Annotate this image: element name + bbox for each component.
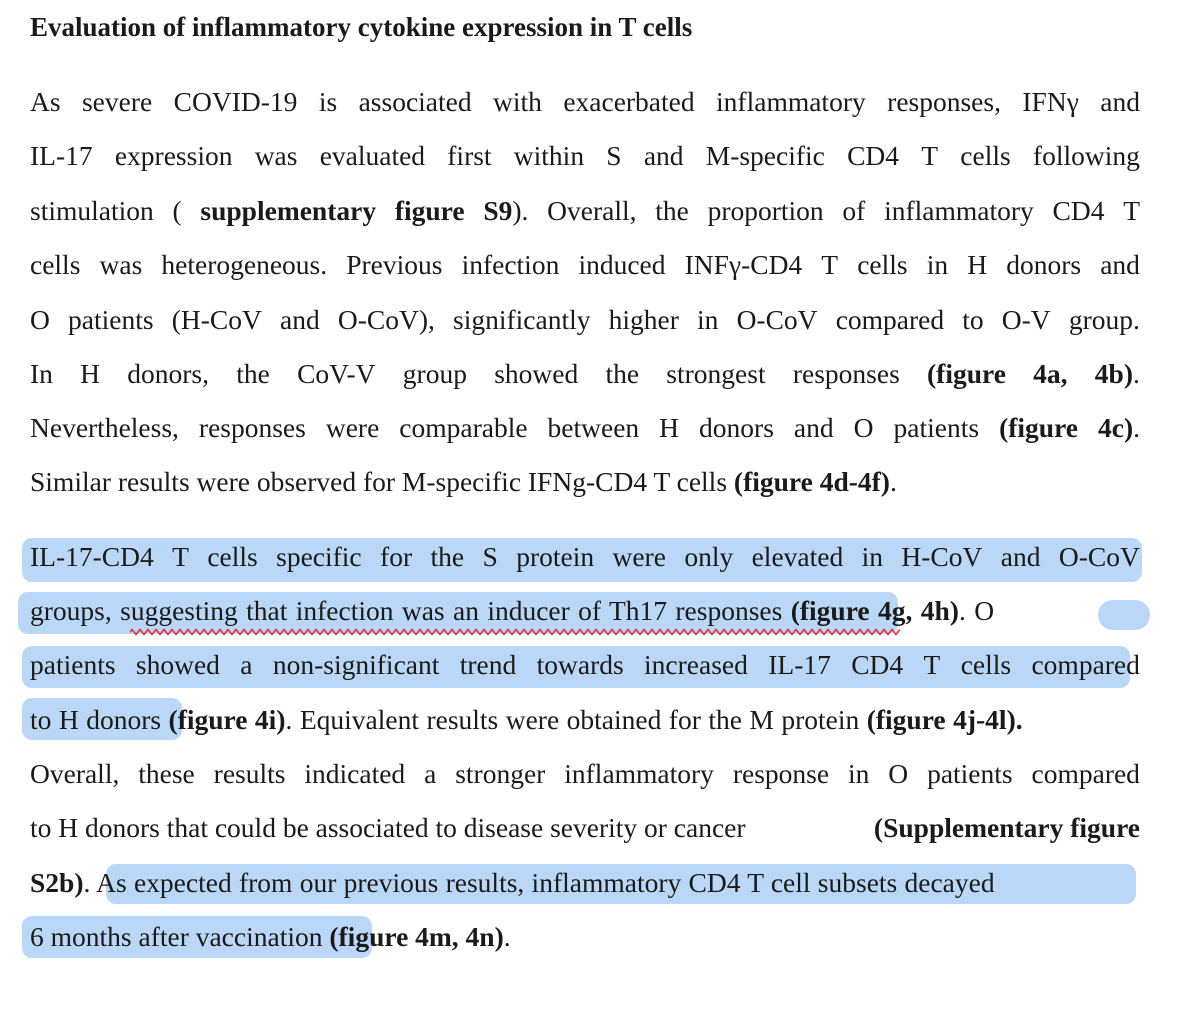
word: Overall, xyxy=(547,195,637,226)
word: O-CoV), xyxy=(337,304,435,335)
word: protein xyxy=(516,541,595,572)
word: Overall, xyxy=(30,758,120,789)
word: As xyxy=(30,86,61,117)
word: trend xyxy=(459,649,517,680)
word: non-significant xyxy=(272,649,440,680)
text-line xyxy=(30,462,1140,502)
word: patients xyxy=(30,649,116,680)
word: only xyxy=(684,541,734,572)
figure-reference: S2b) xyxy=(30,867,84,898)
word: within xyxy=(513,140,585,171)
word: was xyxy=(99,249,143,280)
word: these xyxy=(138,758,195,789)
text-line xyxy=(30,591,1140,631)
word: 4c). xyxy=(1097,412,1140,443)
word: inflammatory xyxy=(884,195,1034,226)
word: increased xyxy=(644,649,748,680)
word: CD4 xyxy=(1052,195,1105,226)
word: (figure xyxy=(999,412,1078,443)
word: T xyxy=(821,249,839,280)
highlighted-line xyxy=(30,645,1140,685)
word: and xyxy=(1100,86,1140,117)
word: donors xyxy=(699,412,774,443)
word: is xyxy=(318,86,338,117)
word: with xyxy=(493,86,542,117)
word: (figure xyxy=(927,358,1006,389)
word: infection xyxy=(461,249,560,280)
word: cells xyxy=(960,649,1012,680)
word: H xyxy=(659,412,680,443)
word: inflammatory xyxy=(716,86,866,117)
figure-reference: (figure 4d-4f) xyxy=(733,466,890,497)
text-line xyxy=(30,136,1140,176)
word: T xyxy=(921,140,939,171)
word: O xyxy=(30,304,50,335)
word: following xyxy=(1032,140,1140,171)
word: indicated xyxy=(304,758,406,789)
line-text: . xyxy=(503,921,511,952)
word: the xyxy=(605,358,640,389)
word: and xyxy=(1000,541,1041,572)
word: response xyxy=(732,758,830,789)
word: IFNγ xyxy=(1022,86,1079,117)
word: in xyxy=(847,758,870,789)
word: compared xyxy=(1031,758,1140,789)
word: higher xyxy=(608,304,679,335)
word: the xyxy=(430,541,465,572)
text-line xyxy=(30,300,1140,340)
word: and xyxy=(793,412,834,443)
word: associated xyxy=(358,86,472,117)
word: T xyxy=(172,541,189,572)
word: T xyxy=(923,649,941,680)
word: In xyxy=(30,358,53,389)
word: towards xyxy=(536,649,624,680)
word: strongest xyxy=(666,358,766,389)
word: patients xyxy=(68,304,154,335)
word: ( xyxy=(172,195,182,226)
misspelled-phrase[interactable]: suggesting that infection was an inducer of Th17 responses xyxy=(120,595,783,626)
word: 4a, xyxy=(1033,358,1068,389)
word: the xyxy=(655,195,689,226)
word: evaluated xyxy=(319,140,426,171)
word: responses, xyxy=(887,86,1001,117)
word: O-CoV xyxy=(736,304,818,335)
word: supplementary xyxy=(200,195,377,226)
figure-reference: (figure 4m, 4n) xyxy=(329,921,504,952)
word: expression xyxy=(114,140,233,171)
word: specific xyxy=(276,541,362,572)
word: responses xyxy=(792,358,900,389)
word: was xyxy=(254,140,298,171)
word: S9). xyxy=(483,195,529,226)
text-line xyxy=(30,700,1140,740)
text-line xyxy=(30,408,1140,448)
word: O xyxy=(853,412,874,443)
word: cells xyxy=(207,541,258,572)
word: elevated xyxy=(751,541,844,572)
word: were xyxy=(612,541,666,572)
line-text: to H donors that could be associated to disease severity or cancer xyxy=(30,812,746,843)
line-text: . xyxy=(83,867,97,898)
word: comparable xyxy=(399,412,528,443)
word: and xyxy=(643,140,684,171)
word: O-CoV xyxy=(1058,541,1140,572)
word: Previous xyxy=(346,249,443,280)
word: cells xyxy=(857,249,908,280)
word: first xyxy=(447,140,492,171)
text-line xyxy=(30,82,1140,122)
word: donors xyxy=(1006,249,1082,280)
word: compared xyxy=(835,304,945,335)
highlighted-line xyxy=(30,537,1140,577)
word: between xyxy=(547,412,640,443)
word: responses xyxy=(198,412,306,443)
word: stimulation xyxy=(30,195,154,226)
word: S xyxy=(482,541,498,572)
text-line xyxy=(30,191,1140,231)
word: H xyxy=(967,249,988,280)
word: group xyxy=(402,358,467,389)
word: COVID-19 xyxy=(173,86,298,117)
line-text: groups, xyxy=(30,595,112,626)
word: Nevertheless, xyxy=(30,412,179,443)
word: and xyxy=(279,304,320,335)
word: proportion xyxy=(707,195,824,226)
text-line xyxy=(30,863,1140,903)
word: exacerbated xyxy=(563,86,695,117)
word: CoV-V xyxy=(297,358,376,389)
word: results xyxy=(213,758,286,789)
word: T xyxy=(1123,195,1140,226)
word: of xyxy=(842,195,866,226)
word: compared xyxy=(1031,649,1140,680)
section-heading: Evaluation of inflammatory cytokine expression in T cells xyxy=(30,12,693,42)
word: S xyxy=(606,140,622,171)
word: group. xyxy=(1068,304,1140,335)
word: and xyxy=(1100,249,1140,280)
figure-reference: (Supplementary figure xyxy=(873,812,1140,843)
word: showed xyxy=(494,358,579,389)
word: CD4 xyxy=(851,649,904,680)
word: for xyxy=(380,541,413,572)
word: in xyxy=(697,304,719,335)
highlighted-text: to H donors xyxy=(30,704,169,735)
highlighted-text: 6 months after vaccination xyxy=(30,921,330,952)
word: heterogeneous. xyxy=(161,249,328,280)
word: figure xyxy=(394,195,465,226)
text-line xyxy=(30,245,1140,285)
line-text: . Equivalent results were obtained for the M protein xyxy=(285,704,867,735)
word: showed xyxy=(135,649,220,680)
word: severe xyxy=(81,86,153,117)
word: H xyxy=(80,358,101,389)
figure-reference: (figure 4j-4l). xyxy=(866,704,1023,735)
figure-reference: (figure 4i) xyxy=(168,704,286,735)
text-line xyxy=(30,917,1140,957)
word: in xyxy=(861,541,883,572)
word: were xyxy=(325,412,380,443)
word: significantly xyxy=(453,304,591,335)
word: stronger xyxy=(455,758,546,789)
text-line xyxy=(30,808,1140,848)
word: cells xyxy=(960,140,1011,171)
word: inflammatory xyxy=(564,758,714,789)
word: induced xyxy=(578,249,666,280)
word: to xyxy=(962,304,984,335)
word: patients xyxy=(893,412,980,443)
text-line xyxy=(30,354,1140,394)
line-text: Similar results were observed for M-specific IFNg-CD4 T cells xyxy=(30,466,734,497)
word: the xyxy=(236,358,270,389)
line-text: . xyxy=(889,466,897,497)
word: INFγ-CD4 xyxy=(684,249,803,280)
word: IL-17 xyxy=(768,649,831,680)
word: a xyxy=(240,649,253,680)
word: a xyxy=(424,758,437,789)
word: M-specific xyxy=(705,140,825,171)
word: O-V xyxy=(1001,304,1051,335)
word: 4b). xyxy=(1094,358,1140,389)
text-line xyxy=(30,754,1140,794)
word: IL-17 xyxy=(30,140,93,171)
word: IL-17-CD4 xyxy=(30,541,154,572)
word: CD4 xyxy=(847,140,900,171)
word: donors, xyxy=(127,358,210,389)
word: O xyxy=(888,758,909,789)
word: patients xyxy=(927,758,1013,789)
word: in xyxy=(926,249,949,280)
figure-reference: (figure 4g, 4h) xyxy=(790,595,959,626)
word: cells xyxy=(30,249,81,280)
word: H-CoV xyxy=(901,541,983,572)
word: (H-CoV xyxy=(171,304,262,335)
highlighted-text: As expected from our previous results, inflammatory CD4 T cell subsets decayed xyxy=(96,867,995,898)
line-text: . O xyxy=(958,595,995,626)
